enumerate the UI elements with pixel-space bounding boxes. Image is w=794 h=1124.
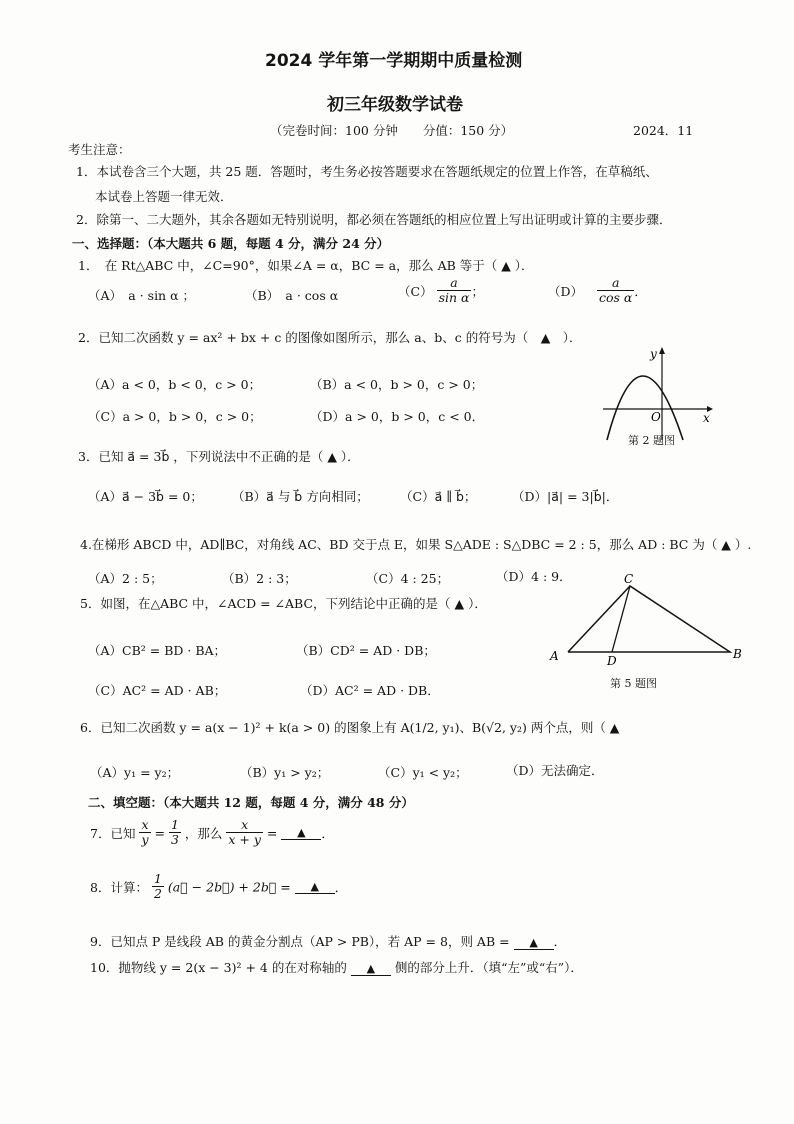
q3-option-d: （D）|a⃗| = 3|b⃗|． — [512, 489, 619, 504]
q5-option-b: （B）CD² = AD · DB； — [296, 643, 436, 658]
q7-f2-den: 3 — [170, 832, 179, 848]
q7-f1-den: y — [141, 832, 149, 848]
section-1-heading: 一、选择题：（本大题共 6 题，每题 4 分，满分 24 分） — [72, 236, 390, 251]
q8-answer-blank[interactable]: ▲ — [295, 880, 335, 894]
notice-item-2: 2．除第一、二大题外，其余各题如无特别说明，都必须在答题纸的相应位置上写出证明或计算的主要步骤． — [76, 212, 672, 227]
q8-expression: (a⃗ − 2b⃗) + 2b⃗ = — [167, 879, 291, 895]
q4-option-b: （B）2 : 3； — [222, 571, 297, 586]
q7-fraction-3 — [226, 818, 263, 848]
q2-option-c: （C）a > 0，b > 0，c > 0； — [88, 409, 262, 424]
q1-stem: 1． 在 Rt△ABC 中，∠C=90°，如果∠A = α，BC = a，那么 AB 等于（ ▲ ）． — [78, 258, 534, 273]
q1-option-c-fraction — [437, 276, 472, 306]
q10-text: 10．抛物线 y = 2(x − 3)² + 4 的在对称轴的 — [90, 960, 347, 975]
q7-fraction-1 — [139, 818, 150, 848]
q3-option-c: （C）a⃗ ∥ b⃗； — [400, 489, 477, 504]
q2-y-label: y — [650, 347, 657, 361]
q7-mid: ，那么 — [184, 825, 223, 841]
q3-option-b: （B）a⃗ 与 b⃗ 方向相同； — [232, 489, 369, 504]
q9-answer-blank[interactable]: ▲ — [514, 936, 554, 950]
q6-option-d: （D）无法确定． — [506, 763, 604, 778]
q1-option-b: （B） a · cos α — [245, 288, 339, 303]
q2-origin-label: O — [651, 410, 661, 424]
q1-option-c-label: （C） — [398, 283, 433, 299]
q6-option-a: （A）y₁ = y₂； — [90, 765, 180, 780]
q5-triangle-outline — [568, 586, 730, 652]
q7-f2-num: 1 — [170, 817, 179, 832]
q8-f-num: 1 — [153, 871, 162, 886]
q5-label-c: C — [624, 572, 634, 586]
q2-parabola-curve — [607, 376, 683, 440]
q9: 9．已知点 P 是线段 AB 的黄金分割点（AP > PB），若 AP = 8，则 AB = ▲ ． — [90, 934, 567, 949]
q7: 7．已知 $\frac{x}{y}$ = $\frac{1}{3}$ ，那么 $\frac{x}{x + y}$ = ▲ ． — [90, 817, 334, 848]
q10 — [90, 958, 583, 976]
q3-option-a: （A）a⃗ − 3b⃗ = 0； — [88, 489, 203, 504]
q5-option-c: （C）AC² = AD · AB； — [88, 683, 227, 698]
q6-stem: 6．已知二次函数 y = a(x − 1)² + k(a > 0) 的图象上有 A(1/2, y₁)、B(√2, y₂) 两个点，则（ ▲ — [80, 720, 620, 735]
q2-stem: 2．已知二次函数 y = ax² + bx + c 的图像如图所示，那么 a、b、c 的符号为（ ▲ ）． — [78, 330, 582, 345]
q3-stem: 3．已知 a⃗ = 3b⃗ ，下列说法中不正确的是（ ▲ ）． — [78, 449, 360, 464]
q9-text: 9．已知点 P 是线段 AB 的黄金分割点（AP > PB），若 AP = 8，则 AB = — [90, 934, 510, 949]
q1-option-c-den: sin α — [438, 290, 470, 306]
q4-option-a: （A）2 : 5； — [88, 571, 163, 586]
q6-option-c: （C）y₁ < y₂； — [378, 765, 468, 780]
q8-f-den: 2 — [153, 886, 162, 902]
q8-fraction — [152, 872, 164, 902]
q7-answer-blank[interactable]: ▲ — [281, 826, 321, 840]
q1-option-c-num: a — [437, 276, 472, 291]
q10-answer-blank[interactable]: ▲ — [351, 962, 391, 976]
q7-f3-den: x + y — [228, 832, 261, 848]
q4-option-d: （D）4 : 9． — [496, 569, 572, 584]
q1-option-c: （C） $\frac{a}{\text{sin α}}$ ； — [398, 275, 484, 306]
q1-option-d-num: a — [597, 276, 634, 291]
q8: 8．计算： $\frac{1}{2}$ (a⃗ − 2b⃗) + 2b⃗ = ▲ ． — [90, 871, 348, 902]
exam-info: （完卷时间：100 分钟 分值：150 分） — [270, 123, 514, 138]
q7-equals: = — [154, 825, 165, 841]
exam-subtitle: 初三年级数学试卷 — [327, 95, 463, 115]
q5-figure-caption: 第 5 题图 — [610, 677, 657, 690]
q2-x-label: x — [703, 411, 710, 425]
q7-end: = — [266, 825, 278, 841]
notice-heading: 考生注意： — [68, 142, 131, 157]
q6-option-b: （B）y₁ > y₂； — [240, 765, 330, 780]
q5-label-b: B — [733, 647, 742, 661]
section-2-heading: 二、填空题：（本大题共 12 题，每题 4 分，满分 48 分） — [88, 795, 414, 810]
q4-stem: 4.在梯形 ABCD 中，AD∥BC，对角线 AC、BD 交于点 E，如果 S△ADE : S△DBC = 2 : 5，那么 AD : BC 为（ ▲ ）. — [80, 537, 752, 552]
notice-item-1-cont: 本试卷上答题一律无效． — [95, 189, 233, 204]
exam-title: 2024 学年第一学期期中质量检测 — [265, 51, 523, 71]
q1-option-d-fraction — [597, 276, 634, 306]
q7-prefix: 7．已知 — [90, 825, 136, 841]
q5-label-a: A — [550, 649, 559, 663]
q1-option-d-label: （D） — [548, 283, 584, 299]
q2-option-b: （B）a < 0，b > 0，c > 0； — [310, 377, 484, 392]
q2-y-axis-arrow — [659, 347, 665, 354]
q1-option-d-den: cos α — [599, 290, 633, 306]
q5-option-a: （A）CB² = BD · BA； — [88, 643, 227, 658]
q1-option-d: （D） $\frac{a}{\text{cos α}}$ ． — [548, 275, 647, 306]
q5-option-d: （D）AC² = AD · DB． — [300, 683, 440, 698]
q2-figure-caption: 第 2 题图 — [628, 434, 675, 447]
q7-f3-num: x — [226, 818, 263, 833]
q5-triangle-figure — [540, 570, 750, 670]
q7-f1-num: x — [141, 817, 149, 832]
q1-option-a: （A） a · sin α ； — [88, 288, 196, 303]
q8-prefix: 8．计算： — [90, 879, 148, 895]
q2-option-a: （A）a < 0，b < 0，c > 0； — [88, 377, 262, 392]
q5-label-d: D — [607, 654, 617, 668]
q10-tail: 侧的部分上升．（填“左”或“右”）． — [394, 960, 583, 975]
q2-option-d: （D）a > 0，b > 0，c < 0． — [310, 409, 485, 424]
q7-fraction-2 — [169, 818, 181, 848]
notice-item-1: 1．本试卷含三个大题，共 25 题．答题时，考生务必按答题要求在答题纸规定的位置上作答，在草稿纸、 — [76, 164, 658, 179]
exam-date: 2024．11 — [633, 123, 694, 138]
q4-option-c: （C）4 : 25； — [366, 571, 450, 586]
q5-stem: 5．如图，在△ABC 中，∠ACD = ∠ABC，下列结论中正确的是（ ▲ ）． — [80, 596, 487, 611]
